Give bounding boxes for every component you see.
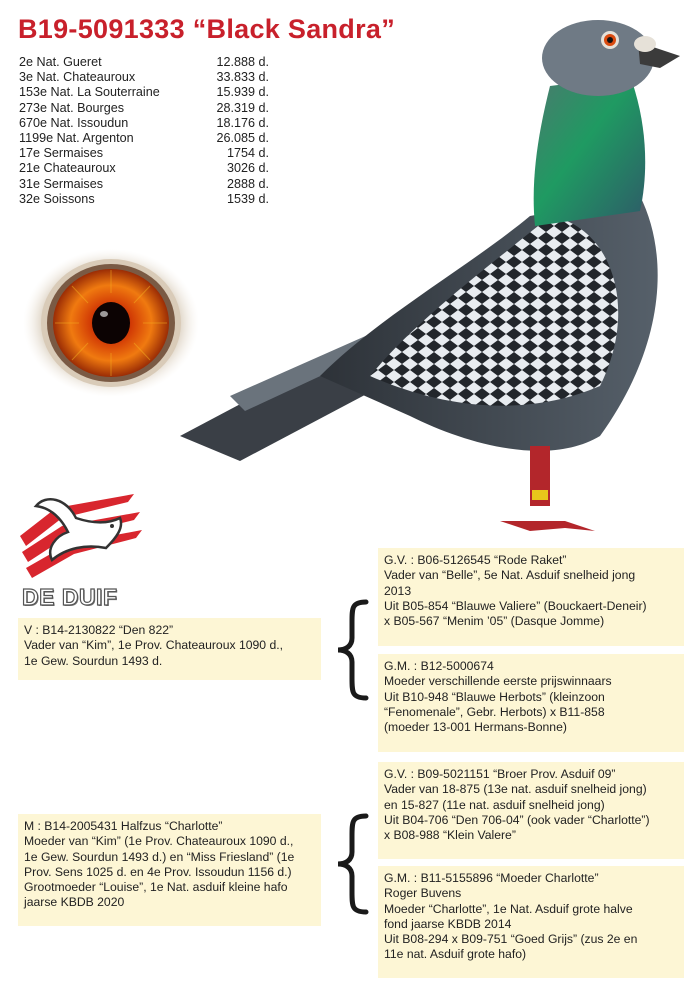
result-place: 273e Nat. Bourges: [19, 100, 125, 115]
grandparent-line: “Fenomenale”, Gebr. Herbots) x B11-858: [384, 704, 605, 719]
grandparent-line: Moeder verschillende eerste prijswinnaars: [384, 674, 612, 689]
result-place: 670e Nat. Issoudun: [19, 115, 129, 130]
grandparent-line: Uit B08-294 x B09-751 “Goed Grijs” (zus 2e en: [384, 932, 638, 947]
father-line: 1e Gew. Sourdun 1493 d.: [24, 653, 163, 668]
result-place: 17e Sermaises: [19, 146, 103, 161]
result-value: 12.888 d.: [216, 55, 269, 69]
grandparent-line: G.M. : B12-5000674: [384, 659, 494, 673]
result-place: 3e Nat. Chateauroux: [19, 70, 136, 85]
result-place: 153e Nat. La Souterraine: [19, 85, 160, 100]
result-place: 32e Soissons: [19, 191, 95, 206]
grandparent-line: Moeder “Charlotte”, 1e Nat. Asduif grote halve: [384, 901, 633, 916]
result-value: 15.939 d.: [216, 85, 269, 100]
father-line: V : B14-2130822 “Den 822”: [24, 623, 174, 637]
grandparent-line: Vader van 18-875 (13e nat. asduif snelheid jong): [384, 782, 647, 797]
result-value: 33.833 d.: [216, 70, 269, 85]
result-place: 1199e Nat. Argenton: [19, 131, 134, 146]
father-grandfather-box: [378, 548, 684, 646]
result-value: 2888 d.: [226, 176, 269, 191]
grandparent-line: G.M. : B11-5155896 “Moeder Charlotte”: [384, 871, 599, 885]
grandparent-line: x B08-988 “Klein Valere”: [384, 828, 516, 843]
grandparent-line: G.V. : B06-5126545 “Rode Raket”: [384, 553, 567, 567]
father-grandmother-box: [378, 654, 684, 752]
result-place: 31e Sermaises: [19, 176, 103, 191]
father-info-box: [18, 618, 321, 680]
grandparent-line: fond jaarse KBDB 2014: [384, 916, 512, 931]
result-value: 18.176 d.: [216, 115, 269, 130]
mother-grandfather-box: [378, 762, 684, 859]
result-value: 1754 d.: [226, 146, 269, 161]
mother-line: Grootmoeder “Louise”, 1e Nat. asduif kleine hafo: [24, 880, 288, 895]
grandparent-line: Uit B10-948 “Blauwe Herbots” (kleinzoon: [384, 689, 605, 704]
grandparent-line: G.V. : B09-5021151 “Broer Prov. Asduif 09”: [384, 767, 616, 781]
logo-wordmark: DE DUIF: [22, 584, 118, 610]
pedigree-brace-icon: [332, 812, 372, 916]
mother-info-box: [18, 814, 321, 926]
grandparent-line: Uit B05-854 “Blauwe Valiere” (Bouckaert-Deneir): [384, 598, 647, 613]
mother-line: Prov. Sens 1025 d. en 4e Prov. Issoudun 1156 d.): [24, 864, 292, 879]
mother-grandmother-box: [378, 866, 684, 978]
pedigree-brace-icon: [332, 598, 372, 702]
mother-line: Moeder van “Kim” (1e Prov. Chateauroux 1090 d.,: [24, 834, 294, 849]
mother-line: 1e Gew. Sourdun 1493 d.) en “Miss Friesland” (1e: [24, 849, 295, 864]
mother-line: M : B14-2005431 Halfzus “Charlotte”: [24, 819, 223, 833]
grandparent-line: 2013: [384, 583, 412, 598]
result-place: 2e Nat. Gueret: [19, 55, 102, 69]
mother-line: jaarse KBDB 2020: [24, 895, 125, 910]
pigeon-photo: [170, 16, 695, 536]
grandparent-line: (moeder 13-001 Hermans-Bonne): [384, 720, 567, 735]
result-value: 1539 d.: [226, 191, 269, 206]
grandparent-line: Uit B04-706 “Den 706-04” (ook vader “Charlotte”): [384, 812, 650, 827]
grandparent-line: 11e nat. Asduif grote hafo): [384, 947, 527, 962]
grandparent-line: Roger Buvens: [384, 886, 462, 901]
result-value: 28.319 d.: [216, 100, 269, 115]
grandparent-line: Vader van “Belle”, 5e Nat. Asduif snelheid jong: [384, 568, 636, 583]
result-place: 21e Chateauroux: [19, 161, 116, 176]
page-title: B19-5091333 “Black Sandra”: [18, 14, 396, 44]
result-value: 3026 d.: [226, 161, 269, 176]
grandparent-line: x B05-567 “Menim ’05” (Dasque Jomme): [384, 614, 605, 629]
father-line: Vader van “Kim”, 1e Prov. Chateauroux 1090 d.,: [24, 638, 284, 653]
grandparent-line: en 15-827 (11e nat. asduif snelheid jong): [384, 797, 605, 812]
result-value: 26.085 d.: [216, 131, 269, 146]
